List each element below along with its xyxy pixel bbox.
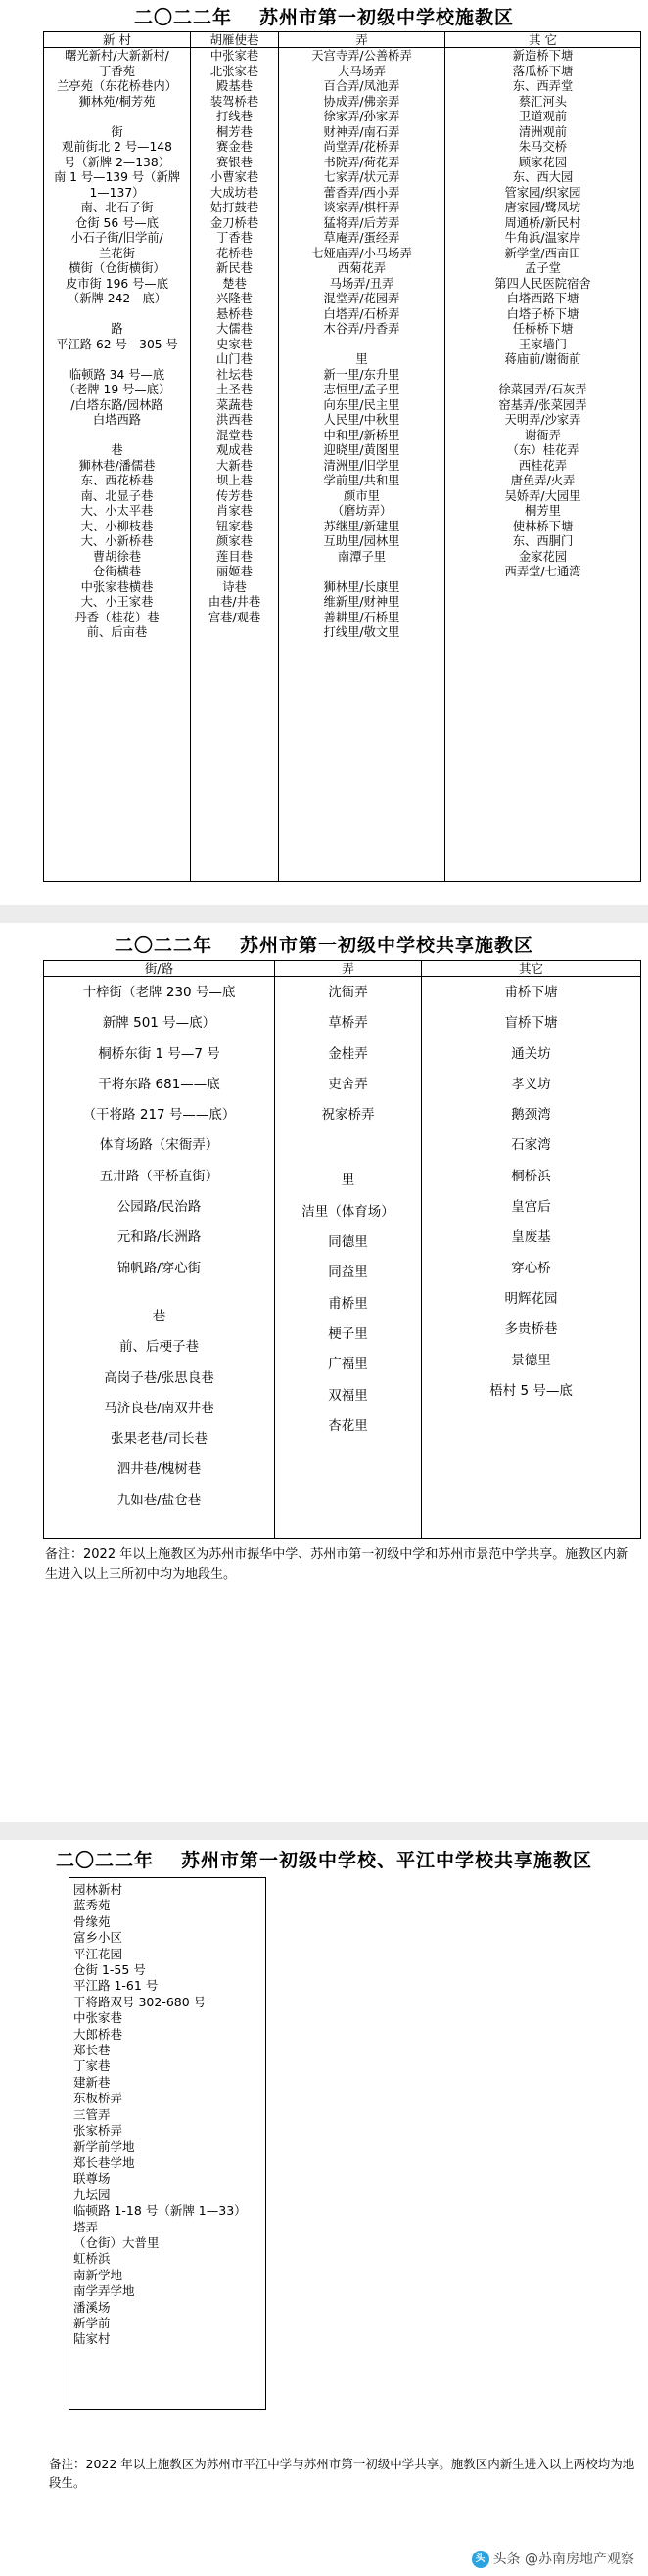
list-item: 清洲里/旧学里 (323, 458, 400, 473)
list-item: 马场弄/丑弄 (329, 276, 394, 291)
list-item: 体育场路（宋衙弄） (99, 1137, 219, 1154)
list-item: 徐菜园弄/石灰弄 (498, 383, 587, 396)
s1-header-nong: 弄 (279, 32, 445, 48)
watermark-text: 头条 @苏南房地产观察 (492, 2552, 634, 2567)
list-item: 公园路/民治路 (116, 1199, 202, 1216)
list-item: 莲目巷 (216, 549, 253, 564)
list-item: 东板桥弄 (73, 2091, 123, 2106)
list-item: 白塔弄/石桥弄 (323, 306, 400, 321)
list-item: 桐芳里 (525, 504, 561, 518)
list-item: 东、西大园 (512, 170, 574, 184)
list-item: 甫桥里 (328, 1295, 368, 1311)
list-item: 殿基巷 (216, 79, 253, 93)
list-item: 新学堂/西亩田 (504, 246, 581, 260)
list-item: 东、西花桥巷 (80, 474, 154, 487)
s2-header-other: 其它 (422, 961, 641, 977)
list-item: 钮家巷 (216, 519, 253, 533)
list-item: 小曹家巷 (209, 170, 259, 184)
list-item (44, 352, 190, 368)
s1-col-xiang (191, 48, 278, 881)
list-item: 曙光新村/大新新村/ (65, 49, 169, 63)
list-item: 宫巷/观巷 (208, 610, 261, 624)
section-2-title (0, 931, 648, 957)
list-item: 梗子里 (328, 1325, 368, 1342)
list-item: 丹香（桂花）巷 (74, 610, 160, 624)
list-item: 史家巷 (216, 337, 253, 351)
list-item: 沈衙弄 (328, 985, 368, 1000)
list-item: 金刀桥巷 (209, 215, 259, 230)
list-item: 卫道观前 (518, 110, 568, 123)
list-item: 财神弄/南石弄 (323, 124, 400, 139)
list-item: 泗井巷/槐树巷 (116, 1461, 202, 1478)
s2-col-nong (275, 977, 421, 1538)
list-item: 九如巷/盐仓巷 (116, 1492, 202, 1508)
list-item: 大儒巷 (216, 322, 253, 336)
list-item: 洪西巷 (216, 413, 253, 427)
list-item: 白塔子桥下塘 (506, 306, 579, 321)
list-item: 南新学地 (73, 2267, 123, 2282)
list-item: 号（新牌 2—138） (64, 155, 170, 169)
list-item (275, 1130, 421, 1148)
list-item: 十梓街（老牌 230 号—底 (82, 985, 236, 1000)
list-item: 谈家弄/棋杆弄 (323, 201, 400, 214)
list-item: 园林新村 (73, 1882, 123, 1897)
list-item: 中张家巷 (209, 49, 259, 63)
list-item: 孝义坊 (511, 1076, 551, 1092)
list-item: 里 (355, 352, 368, 366)
s1-header-other: 其 它 (445, 32, 641, 48)
list-item: 骨缘苑 (73, 1913, 111, 1929)
section-2-year: 二〇二二年 (114, 935, 212, 956)
list-item: 天宫寺弄/公善桥弄 (311, 49, 412, 63)
list-item: 1—137） (89, 185, 145, 200)
list-item: 赛金巷 (216, 140, 253, 154)
list-item: 平江路 1-61 号 (73, 1978, 159, 1994)
list-item: 孟子堂 (525, 261, 561, 275)
list-item: 丁香苑 (99, 64, 135, 78)
s2-header-nong: 弄 (275, 961, 422, 977)
list-item: 张果老巷/司长巷 (110, 1431, 208, 1448)
list-item (44, 307, 190, 323)
list-item: 窑基弄/张菜园弄 (498, 397, 587, 412)
list-item: 传芳巷 (216, 488, 253, 503)
list-item: 尚堂弄/花桥弄 (323, 140, 400, 154)
list-item (445, 368, 640, 384)
list-item: 南、北石子街 (80, 201, 154, 214)
list-item: 元和路/长洲路 (116, 1229, 202, 1246)
list-item: 南潭子里 (337, 549, 387, 564)
list-item: 楚巷 (222, 276, 247, 291)
s1-col-nong (279, 48, 444, 881)
list-item: 锦帆路/穿心街 (116, 1260, 202, 1276)
list-item: 山门巷 (216, 352, 253, 366)
list-item (279, 338, 444, 353)
list-item: 向东里/民主里 (323, 397, 400, 412)
section-3-title-text: 苏州市第一初级中学校、平江中学校共享施教区 (181, 1850, 593, 1871)
list-item: 皇废基 (511, 1229, 551, 1246)
list-item: 前、后亩巷 (86, 625, 148, 639)
list-item: 装驾桥巷 (209, 94, 259, 109)
list-item: 穿心桥 (511, 1260, 551, 1276)
list-item: 明辉花园 (504, 1290, 558, 1307)
list-item: 潘溪场 (73, 2299, 111, 2315)
list-item: 第四人民医院宿舍 (494, 276, 591, 291)
list-item: 白塔西路 (92, 413, 142, 427)
list-item: 兰亭苑（东花桥巷内） (57, 79, 177, 93)
list-item: 天明弄/沙家弄 (504, 413, 581, 427)
list-item: 马济良巷/南双井巷 (104, 1400, 214, 1416)
list-item: 狮林巷/潘儒巷 (78, 458, 156, 473)
list-item: 新牌 501 号—底） (102, 1015, 216, 1032)
list-item: 金桂弄 (328, 1045, 368, 1062)
list-item: 街 (111, 124, 123, 139)
list-item: 学前里/共和里 (323, 474, 400, 487)
list-item: 新民巷 (216, 261, 253, 275)
list-item: 同德里 (328, 1234, 368, 1251)
section-3-box (69, 1877, 266, 2410)
toutiao-logo-icon: 头 (472, 2551, 489, 2568)
list-item: 杏花里 (328, 1417, 368, 1434)
watermark (472, 2549, 634, 2568)
list-item: 前、后梗子巷 (119, 1339, 199, 1356)
list-item: 干将路双号 302-680 号 (73, 1994, 207, 2009)
s1-col-other (445, 48, 640, 881)
list-item: 东、西胴门 (512, 534, 574, 548)
list-item: 七家弄/状元弄 (323, 170, 400, 184)
list-item: 皇宫后 (511, 1199, 551, 1216)
list-item: 坝上巷 (216, 474, 253, 487)
list-item: 丁家巷 (73, 2058, 111, 2074)
list-item: 赛银巷 (216, 155, 253, 169)
section-divider-2 (0, 1822, 648, 1840)
section-2-title-text: 苏州市第一初级中学校共享施教区 (240, 935, 534, 956)
list-item: 北张家巷 (209, 64, 259, 78)
list-item: 中和里/新桥里 (323, 428, 400, 442)
list-item: 九坛园 (73, 2186, 111, 2202)
list-item: 多贵桥巷 (504, 1321, 558, 1338)
list-item: 蕾香弄/西小弄 (323, 185, 400, 200)
section-1-title (0, 3, 648, 29)
section-1-year: 二〇二二年 (133, 7, 232, 28)
list-item: 维新里/财神里 (323, 595, 400, 609)
list-item: 张家桥弄 (73, 2123, 123, 2139)
list-item: 蔡汇河头 (518, 94, 568, 109)
list-item: 巷 (111, 443, 123, 457)
list-item: 三管弄 (73, 2106, 111, 2122)
list-item: 富乡小区 (73, 1930, 123, 1946)
list-item: 巷 (152, 1308, 166, 1324)
list-item: （磨坊弄） (331, 504, 393, 518)
list-item: 桐桥浜 (511, 1168, 551, 1184)
list-item: 西弄堂/七通湾 (504, 565, 581, 578)
section-3-title (0, 1846, 648, 1872)
list-item: 吴娇弄/大园里 (504, 488, 581, 503)
s1-header-xincun: 新 村 (44, 32, 191, 48)
list-item: 石家湾 (511, 1137, 551, 1154)
list-item: 仓街 1-55 号 (73, 1962, 146, 1978)
section-3-note: 备注：2022 年以上施教区为苏州市平江中学与苏州市第一初级中学共享。施教区内新生进入以上两校均为地段生。 (49, 2457, 635, 2490)
list-item: 甫桥下塘 (504, 985, 558, 1000)
section-2-note: 备注：2022 年以上施教区为苏州市振华中学、苏州市第一初级中学和苏州市景范中学共享。施教区内新生进入以上三所初中均为地段生。 (45, 1547, 629, 1582)
section-1-title-text: 苏州市第一初级中学校施教区 (259, 7, 515, 28)
section-divider-1 (0, 905, 648, 923)
list-item: 颜市里 (344, 488, 380, 503)
list-item: 使林桥下塘 (512, 519, 574, 533)
list-item: 五卅路（平桥直街） (99, 1168, 219, 1184)
list-item: 大、小王家巷 (80, 595, 154, 609)
list-item: 观成巷 (216, 443, 253, 457)
section-2-table (43, 960, 641, 1539)
list-item: 狮林苑/桐芳苑 (78, 94, 156, 109)
list-item: 草桥弄 (328, 1015, 368, 1032)
list-item: 新一里/东升里 (323, 367, 400, 382)
list-item: （东）桂花弄 (506, 443, 579, 457)
list-item: 草庵弄/蛋经弄 (323, 231, 400, 245)
list-item: 书院弄/荷花弄 (323, 155, 400, 169)
list-item: 东、西弄堂 (512, 79, 574, 93)
list-item (279, 565, 444, 580)
list-item: 西菊花弄 (337, 261, 387, 275)
list-item: 王家墙门 (518, 337, 568, 351)
list-item: 大、小柳枝巷 (80, 519, 154, 533)
s1-header-hu: 胡雁使巷 (191, 32, 279, 48)
list-item: 临顿路 34 号—底 (69, 367, 165, 382)
list-item: 丽姬巷 (216, 565, 253, 578)
list-item: 花桥巷 (216, 246, 253, 260)
list-item: 七娅庙弄/小马场弄 (311, 246, 412, 260)
list-item: 仓街 56 号—底 (75, 215, 159, 230)
list-item: 大郎桥巷 (73, 2026, 123, 2042)
list-item: 新造桥下塘 (512, 49, 574, 63)
list-item: 清洲观前 (518, 124, 568, 139)
section-3-year: 二〇二二年 (55, 1850, 154, 1871)
list-item: 鹅颈湾 (511, 1107, 551, 1124)
list-item: 牛角浜/温家岸 (504, 231, 581, 245)
list-item: 顾家花园 (518, 155, 568, 169)
list-item: 高岗子巷/张思良巷 (104, 1369, 214, 1386)
list-item: 朱马交桥 (518, 140, 568, 154)
list-item: 混堂巷 (216, 428, 253, 442)
list-item: （仓街）大普里 (73, 2234, 160, 2250)
list-item: 大成坊巷 (209, 185, 259, 200)
list-item: 梧村 5 号—底 (489, 1382, 573, 1399)
list-item: 桐芳巷 (216, 124, 253, 139)
list-item: 平江花园 (73, 1946, 123, 1961)
list-item: 社坛巷 (216, 367, 253, 382)
list-item: 猛将弄/后芳弄 (323, 215, 400, 230)
list-item: 管家园/织家园 (504, 185, 581, 200)
list-item: 由巷/井巷 (208, 595, 261, 609)
list-item: 小石子街/旧学前/ (70, 231, 163, 245)
list-item: 洁里（体育场） (301, 1203, 394, 1219)
list-item: 同益里 (328, 1265, 368, 1281)
list-item (44, 1284, 274, 1302)
list-item: 徐家弄/孙家弄 (323, 110, 400, 123)
list-item: 互助里/园林里 (323, 534, 400, 548)
list-item: 南 1 号—139 号（新牌 (53, 170, 181, 184)
s2-col-other (422, 977, 640, 1538)
list-item: 兴隆巷 (216, 292, 253, 305)
list-item: 白塔西路下塘 (506, 292, 579, 305)
list-item: 塔弄 (73, 2219, 99, 2234)
list-item: 大新巷 (216, 458, 253, 473)
list-item: 协成弄/佛亲弄 (323, 94, 400, 109)
list-item: 打线里/敬文里 (323, 625, 400, 639)
s2-col-street (44, 977, 274, 1538)
list-item: （老牌 19 号—底） (63, 383, 171, 396)
list-item: 广福里 (328, 1357, 368, 1373)
list-item: 祝家桥弄 (321, 1107, 375, 1124)
list-item: 横街（仓街横街） (69, 261, 165, 275)
list-item: 悬桥巷 (216, 306, 253, 321)
list-item: 干将东路 681——底 (98, 1076, 220, 1092)
list-item: 新学前 (73, 2315, 111, 2330)
list-item: 南、北显子巷 (80, 488, 154, 503)
list-item: 路 (111, 322, 123, 336)
list-item: /白塔东路/园林路 (70, 397, 163, 412)
list-item: 陆家村 (73, 2331, 111, 2347)
list-item: 善耕里/石桥里 (323, 610, 400, 624)
list-item: 临顿路 1-18 号（新牌 1—33） (73, 2203, 247, 2219)
list-item: 肖家巷 (216, 504, 253, 518)
list-item: 大马场弄 (337, 64, 387, 78)
list-item: 平江路 62 号—305 号 (56, 337, 178, 351)
list-item: 菜蔬巷 (216, 397, 253, 412)
list-item: 任桥桥下塘 (512, 322, 574, 336)
list-item: 蒋庙前/谢衙前 (504, 352, 581, 366)
list-item: 联尊场 (73, 2171, 111, 2186)
list-item: 桐桥东街 1 号—7 号 (98, 1045, 220, 1062)
list-item: 谢衙弄 (525, 428, 561, 442)
list-item: 虹桥浜 (73, 2251, 111, 2267)
list-item: 郑长巷学地 (73, 2154, 135, 2170)
list-item: 吏舍弄 (328, 1076, 368, 1092)
list-item: 仓街横巷 (92, 565, 142, 578)
list-item: 苏继里/新建里 (323, 519, 400, 533)
list-item: 新学前学地 (73, 2139, 135, 2154)
list-item: 观前街北 2 号—148 (62, 140, 172, 154)
list-item: 狮林里/长康里 (323, 579, 400, 594)
list-item: 南学弄学地 (73, 2283, 135, 2299)
list-item: 混堂弄/花园弄 (323, 292, 400, 305)
list-item: 百合弄/凤池弄 (323, 79, 400, 93)
list-item: 蓝秀苑 (73, 1898, 111, 1913)
list-item: 大、小太平巷 (80, 504, 154, 518)
list-item: 郑长巷 (73, 2043, 111, 2058)
list-item: 大、小新桥巷 (80, 534, 154, 548)
list-item: 唐家园/鹭凤坊 (504, 201, 581, 214)
list-item: 颜家巷 (216, 534, 253, 548)
list-item: 建新巷 (73, 2074, 111, 2090)
list-item: （干将路 217 号——底） (82, 1107, 236, 1124)
list-item: 土圣巷 (216, 383, 253, 396)
list-item: 盲桥下塘 (504, 1015, 558, 1032)
list-item: 双福里 (328, 1387, 368, 1403)
list-item: 曹胡徐巷 (92, 549, 142, 564)
list-item: 中张家巷 (73, 2010, 123, 2026)
section-1-table (43, 31, 641, 882)
list-item: 金家花园 (518, 549, 568, 564)
list-item: 人民里/中秋里 (323, 413, 400, 427)
list-item: 迎晓里/黄图里 (323, 443, 400, 457)
list-item: 打线巷 (216, 110, 253, 123)
list-item: 诗巷 (222, 579, 247, 594)
list-item: 落瓜桥下塘 (512, 64, 574, 78)
list-item: 木谷弄/丹香弄 (323, 322, 400, 336)
list-item (44, 429, 190, 444)
s2-header-street: 街/路 (44, 961, 275, 977)
list-item: 丁香巷 (216, 231, 253, 245)
list-item: （新牌 242—底） (67, 292, 167, 305)
list-item: 兰花街 (99, 246, 135, 260)
list-item: 西桂花弄 (518, 458, 568, 473)
list-item: 里 (341, 1173, 355, 1189)
list-item: 通关坊 (511, 1045, 551, 1062)
list-item: 中张家巷横巷 (80, 579, 154, 594)
list-item: 姑打鼓巷 (209, 201, 259, 214)
s1-col-xincun (44, 48, 190, 881)
list-item (275, 1148, 421, 1166)
s3-list (69, 1878, 265, 2348)
list-item: 皮市街 196 号—底 (65, 276, 169, 291)
list-item (44, 110, 190, 125)
list-item: 周通桥/新民村 (504, 215, 581, 230)
list-item: 志恒里/孟子里 (323, 383, 400, 396)
list-item: 唐鱼弄/火弄 (510, 474, 576, 487)
list-item: 景德里 (511, 1352, 551, 1368)
